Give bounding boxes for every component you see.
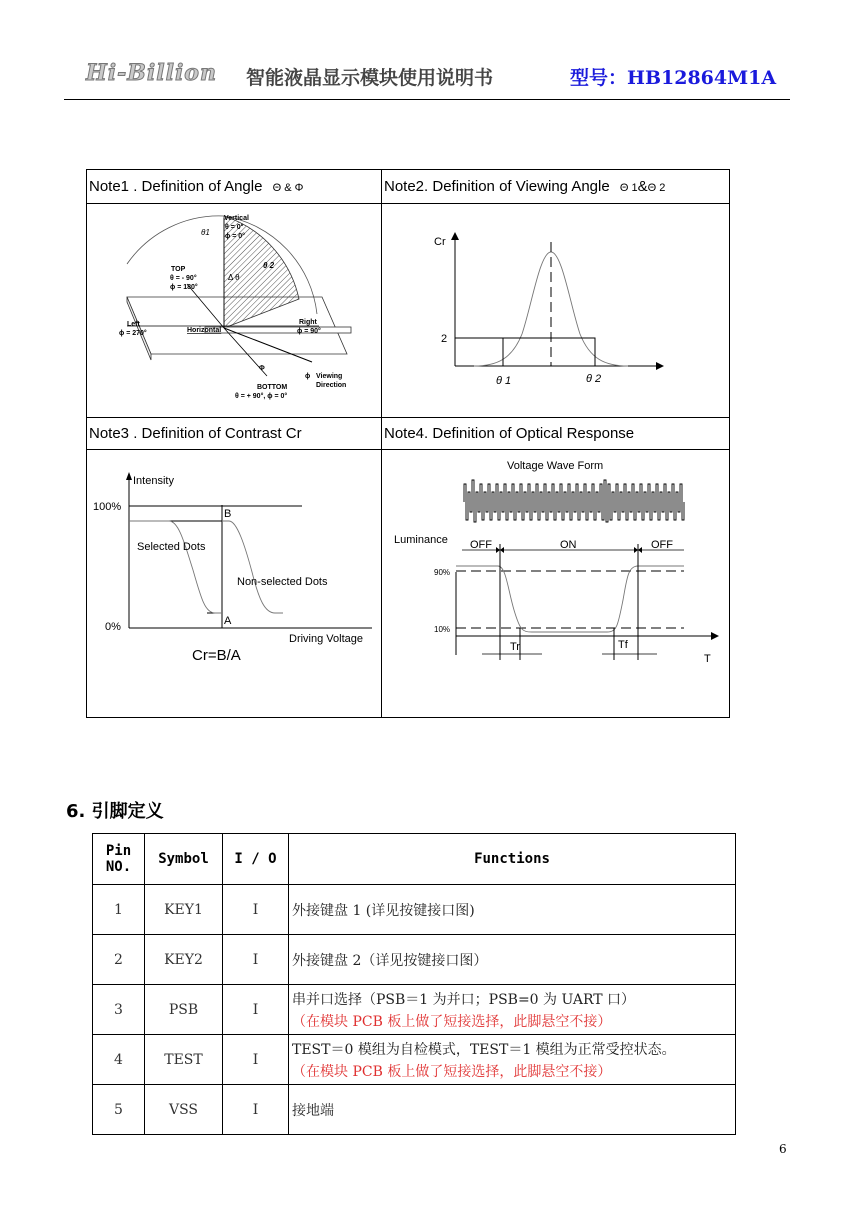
label-left: Left (127, 321, 140, 328)
cell-function (289, 985, 736, 1035)
label-t: T (704, 653, 711, 665)
function-note: （在模块 PCB 板上做了短接选择，此脚悬空不接） (292, 1013, 612, 1030)
cell-io: I (223, 1085, 289, 1135)
cell-symbol: VSS (145, 1085, 223, 1135)
table-row (93, 985, 736, 1035)
label-right: Right (299, 319, 317, 326)
label-luminance: Luminance (394, 534, 448, 546)
on-arrow-left (500, 547, 504, 553)
label-direction: Direction (316, 382, 347, 389)
cr2-level-line (455, 338, 595, 366)
label-cr: Cr (434, 236, 446, 248)
cr-axis-arrow (451, 232, 459, 240)
cell-io: I (223, 1035, 289, 1085)
plane-edge (127, 297, 151, 360)
label-off2: OFF (651, 539, 673, 551)
off1-arrow (496, 547, 500, 553)
cell-function (289, 885, 736, 935)
label-tf: Tf (618, 639, 628, 651)
label-top-phi: ϕ = 180° (170, 284, 198, 291)
label-theta2: θ 2 (586, 373, 602, 385)
label-delta: Δ θ (228, 273, 240, 282)
label-100: 100% (93, 501, 122, 513)
note3-title: Note3 . Definition of Contrast Cr (89, 425, 302, 442)
label-theta1: θ 1 (496, 375, 512, 387)
brand-logo: Hi-Billion (86, 60, 217, 86)
note3-contrast-diagram (87, 450, 381, 718)
cell-symbol: KEY1 (145, 885, 223, 935)
table-row (93, 1035, 736, 1085)
label-on: ON (560, 539, 577, 551)
function-text: 接地端 (292, 1102, 334, 1119)
function-text: 外接键盘 1 (详见按键接口图) (292, 902, 475, 919)
function-text: 外接键盘 2（详见按键接口图） (292, 952, 488, 969)
header-rule (64, 99, 790, 100)
label-vertical-phi: ϕ = 0° (225, 233, 245, 240)
label-bottom: BOTTOM (257, 384, 288, 391)
intensity-axis-arrow (126, 472, 132, 480)
header-symbol: Symbol (145, 834, 223, 885)
lcd-panel (205, 327, 351, 333)
function-note: （在模块 PCB 板上做了短接选择，此脚悬空不接） (292, 1063, 612, 1080)
header-model: 型号：HB12864M1A (570, 67, 777, 89)
label-formula: Cr=B/A (192, 647, 241, 664)
label-viewing: Viewing (316, 373, 343, 380)
note4-optical-response-diagram (382, 450, 730, 718)
page-number: 6 (779, 1142, 787, 1156)
notes-divider-2 (87, 417, 729, 418)
cell-symbol: KEY2 (145, 935, 223, 985)
time-axis-arrow (711, 632, 719, 640)
label-intensity: Intensity (133, 475, 174, 487)
note1-angle-diagram (87, 204, 381, 417)
label-top: TOP (171, 266, 186, 273)
note4-title: Note4. Definition of Optical Response (384, 425, 635, 442)
function-text: TEST＝0 模组为自检模式，TEST＝1 模组为正常受控状态。 (292, 1041, 676, 1058)
cell-pin: 4 (93, 1035, 145, 1085)
label-wave: Voltage Wave Form (507, 460, 604, 472)
angle-axis-arrow (656, 362, 664, 370)
label-b: B (224, 508, 232, 520)
table-row (93, 1085, 736, 1135)
voltage-waveform (464, 480, 684, 522)
label-horizontal: Horizontal (187, 327, 222, 334)
label-top-theta: θ = - 90° (170, 275, 197, 282)
label-phi: Φ (259, 365, 265, 372)
label-bottom-values: θ = + 90°, ϕ = 0° (235, 393, 288, 400)
label-driving: Driving Voltage (289, 633, 363, 645)
table-row (93, 885, 736, 935)
function-text: 串并口选择（PSB＝1 为并口；PSB=0 为 UART 口） (292, 991, 636, 1008)
note2-title: Note2. Definition of Viewing Angle Θ 1&Θ 2 (384, 178, 666, 195)
note2-viewing-angle-diagram (382, 204, 730, 417)
cell-function (289, 1085, 736, 1135)
section-title: 6. 引脚定义 (66, 801, 164, 822)
cell-symbol: PSB (145, 985, 223, 1035)
cell-pin: 5 (93, 1085, 145, 1135)
label-right-phi: ϕ = 90° (297, 328, 321, 335)
cell-io: I (223, 985, 289, 1035)
label-two: 2 (441, 333, 448, 345)
cell-function (289, 935, 736, 985)
cell-pin: 1 (93, 885, 145, 935)
label-90: 90% (434, 568, 451, 577)
header-io: I / O (223, 834, 289, 885)
pin-table (92, 833, 736, 1135)
table-header-row (93, 834, 736, 885)
label-nonselected: Non-selected Dots (237, 576, 328, 588)
off2-arrow (638, 547, 642, 553)
on-arrow-right (634, 547, 638, 553)
label-left-phi: ϕ = 270° (119, 330, 147, 337)
table-row (93, 935, 736, 985)
label-off1: OFF (470, 539, 492, 551)
nonselected-curve (222, 521, 283, 613)
label-10: 10% (434, 625, 451, 634)
cell-pin: 3 (93, 985, 145, 1035)
header-pin: Pin NO. (93, 834, 145, 885)
cell-io: I (223, 935, 289, 985)
note1-title: Note1 . Definition of Angle Θ & Φ (89, 178, 304, 195)
label-selected: Selected Dots (137, 541, 206, 553)
label-theta2: θ 2 (263, 261, 275, 270)
label-0: 0% (105, 621, 121, 633)
label-vertical-theta: θ = 0° (225, 224, 244, 231)
label-phi2: ϕ (305, 373, 311, 380)
header-title: 智能液晶显示模块使用说明书 (246, 67, 494, 89)
header-functions: Functions (289, 834, 736, 885)
label-a: A (224, 615, 232, 627)
label-tr: Tr (510, 641, 520, 653)
cell-symbol: TEST (145, 1035, 223, 1085)
luminance-curve (456, 566, 684, 632)
label-theta1: θ1 (201, 228, 210, 237)
cell-io: I (223, 885, 289, 935)
selected-curve (129, 521, 222, 613)
cell-function (289, 1035, 736, 1085)
cell-pin: 2 (93, 935, 145, 985)
notes-grid (86, 169, 730, 718)
label-vertical: Vertical (224, 215, 249, 222)
